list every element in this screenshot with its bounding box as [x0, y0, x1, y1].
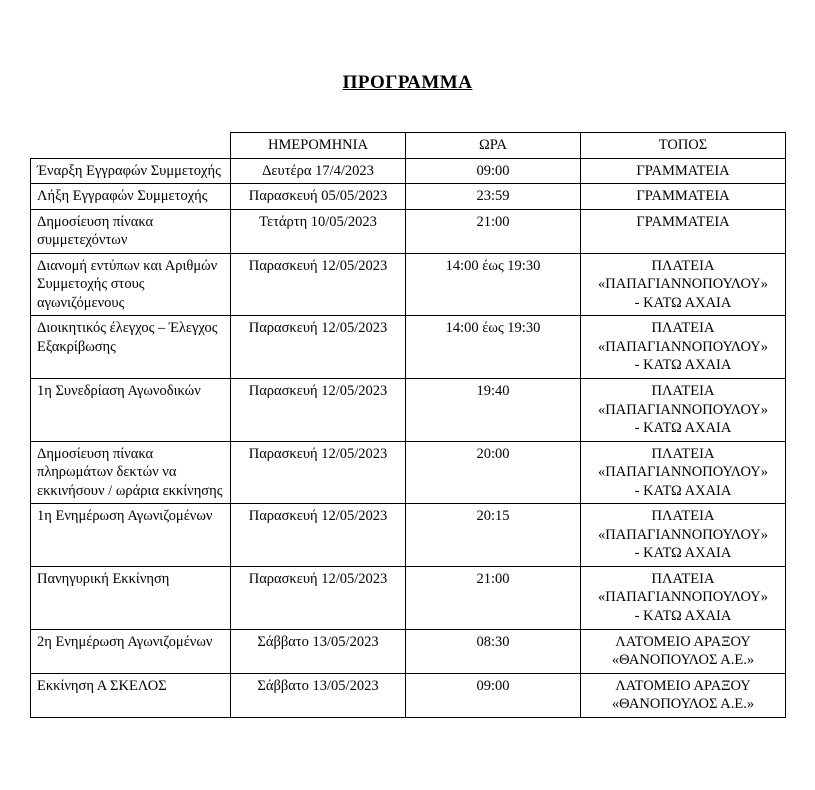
table-cell-place: [581, 158, 786, 184]
table-cell-place-line: «ΘΑΝΟΠΟΥΛΟΣ Α.Ε.»: [611, 652, 755, 669]
table-cell-place-line: ΓΡΑΜΜΑΤΕΙΑ: [636, 213, 730, 230]
table-row: [31, 209, 786, 253]
table-cell-activity: Εκκίνηση Α ΣΚΕΛΟΣ: [31, 673, 231, 717]
table-body: [31, 158, 786, 717]
table-cell-time: 09:00: [406, 158, 581, 184]
table-row: [31, 629, 786, 673]
table-cell-place-line: ΠΛΑΤΕΙΑ: [651, 508, 715, 525]
table-cell-place: [581, 253, 786, 316]
table-row: [31, 504, 786, 567]
table-cell-place-line: - ΚΑΤΩ ΑΧΑΙΑ: [634, 545, 732, 562]
table-cell-date: Παρασκευή 12/05/2023: [231, 379, 406, 442]
table-cell-activity: Δημοσίευση πίνακα πληρωμάτων δεκτών να εκκινήσουν / ωράρια εκκίνησης: [31, 441, 231, 504]
table-cell-place: [581, 566, 786, 629]
table-cell-date: Παρασκευή 12/05/2023: [231, 316, 406, 379]
table-row: [31, 316, 786, 379]
page-title: ΠΡΟΓΡΑΜΜΑ: [342, 72, 473, 93]
table-row: [31, 158, 786, 184]
table-cell-place-line: «ΠΑΠΑΓΙΑΝΝΟΠΟΥΛΟΥ»: [598, 401, 768, 418]
table-cell-place: [581, 316, 786, 379]
table-header-cell-place: ΤΟΠΟΣ: [581, 133, 786, 159]
table-cell-date: Τετάρτη 10/05/2023: [231, 209, 406, 253]
table-cell-place-line: - ΚΑΤΩ ΑΧΑΙΑ: [634, 482, 732, 499]
table-cell-date: Δευτέρα 17/4/2023: [231, 158, 406, 184]
table-cell-date: Παρασκευή 12/05/2023: [231, 253, 406, 316]
table-cell-time: 21:00: [406, 209, 581, 253]
table-cell-place-line: «ΠΑΠΑΓΙΑΝΝΟΠΟΥΛΟΥ»: [598, 526, 768, 543]
table-cell-place: [581, 629, 786, 673]
schedule-table: [30, 132, 786, 718]
table-cell-date: Παρασκευή 05/05/2023: [231, 184, 406, 210]
table-cell-activity: Διανομή εντύπων και Αριθμών Συμμετοχής στους αγωνιζόμενους: [31, 253, 231, 316]
table-header: [31, 133, 786, 159]
table-row: [31, 379, 786, 442]
table-header-row: [31, 133, 786, 159]
table-header-cell-time: ΩΡΑ: [406, 133, 581, 159]
table-cell-date: Σάββατο 13/05/2023: [231, 673, 406, 717]
table-cell-activity: Διοικητικός έλεγχος – Έλεγχος Εξακρίβωσης: [31, 316, 231, 379]
table-cell-activity: Έναρξη Εγγραφών Συμμετοχής: [31, 158, 231, 184]
table-cell-place-line: ΠΛΑΤΕΙΑ: [651, 445, 715, 462]
schedule-table-wrapper: [30, 132, 785, 718]
table-cell-place: [581, 209, 786, 253]
table-cell-place-line: - ΚΑΤΩ ΑΧΑΙΑ: [634, 420, 732, 437]
table-cell-place-line: ΛΑΤΟΜΕΙΟ ΑΡΑΞΟΥ: [615, 633, 751, 650]
table-cell-activity: 1η Ενημέρωση Αγωνιζομένων: [31, 504, 231, 567]
table-cell-place-line: «ΠΑΠΑΓΙΑΝΝΟΠΟΥΛΟΥ»: [598, 338, 768, 355]
table-cell-place-line: ΓΡΑΜΜΑΤΕΙΑ: [636, 188, 730, 205]
table-cell-place-line: «ΠΑΠΑΓΙΑΝΝΟΠΟΥΛΟΥ»: [598, 464, 768, 481]
table-cell-activity: Δημοσίευση πίνακα συμμετεχόντων: [31, 209, 231, 253]
table-row: [31, 441, 786, 504]
table-cell-time: 08:30: [406, 629, 581, 673]
table-cell-date: Παρασκευή 12/05/2023: [231, 566, 406, 629]
table-cell-time: 20:15: [406, 504, 581, 567]
table-cell-place-line: ΛΑΤΟΜΕΙΟ ΑΡΑΞΟΥ: [615, 677, 751, 694]
table-cell-time: 21:00: [406, 566, 581, 629]
table-cell-place-line: «ΠΑΠΑΓΙΑΝΝΟΠΟΥΛΟΥ»: [598, 276, 768, 293]
table-cell-time: 14:00 έως 19:30: [406, 316, 581, 379]
table-header-cell-empty: [31, 133, 231, 159]
table-cell-time: 09:00: [406, 673, 581, 717]
table-row: [31, 673, 786, 717]
table-header-cell-date: ΗΜΕΡΟΜΗΝΙΑ: [231, 133, 406, 159]
table-cell-date: Παρασκευή 12/05/2023: [231, 504, 406, 567]
table-cell-activity: Πανηγυρική Εκκίνηση: [31, 566, 231, 629]
table-cell-date: Σάββατο 13/05/2023: [231, 629, 406, 673]
table-cell-place: [581, 379, 786, 442]
table-row: [31, 566, 786, 629]
table-cell-place-line: ΠΛΑΤΕΙΑ: [651, 383, 715, 400]
table-cell-place: [581, 504, 786, 567]
table-cell-place: [581, 673, 786, 717]
table-cell-place-line: ΠΛΑΤΕΙΑ: [651, 320, 715, 337]
table-cell-place: [581, 441, 786, 504]
table-cell-activity: Λήξη Εγγραφών Συμμετοχής: [31, 184, 231, 210]
table-row: [31, 253, 786, 316]
table-cell-date: Παρασκευή 12/05/2023: [231, 441, 406, 504]
table-cell-place-line: ΠΛΑΤΕΙΑ: [651, 570, 715, 587]
table-cell-place: [581, 184, 786, 210]
table-row: [31, 184, 786, 210]
table-cell-place-line: - ΚΑΤΩ ΑΧΑΙΑ: [634, 608, 732, 625]
table-cell-time: 20:00: [406, 441, 581, 504]
table-cell-time: 19:40: [406, 379, 581, 442]
table-cell-place-line: «ΠΑΠΑΓΙΑΝΝΟΠΟΥΛΟΥ»: [598, 589, 768, 606]
table-cell-time: 23:59: [406, 184, 581, 210]
table-cell-time: 14:00 έως 19:30: [406, 253, 581, 316]
table-cell-place-line: «ΘΑΝΟΠΟΥΛΟΣ Α.Ε.»: [611, 696, 755, 713]
table-cell-place-line: ΠΛΑΤΕΙΑ: [651, 257, 715, 274]
table-cell-place-line: - ΚΑΤΩ ΑΧΑΙΑ: [634, 357, 732, 374]
table-cell-activity: 1η Συνεδρίαση Αγωνοδικών: [31, 379, 231, 442]
table-cell-activity: 2η Ενημέρωση Αγωνιζομένων: [31, 629, 231, 673]
document-page: [0, 72, 815, 790]
table-cell-place-line: - ΚΑΤΩ ΑΧΑΙΑ: [634, 294, 732, 311]
table-cell-place-line: ΓΡΑΜΜΑΤΕΙΑ: [636, 162, 730, 179]
